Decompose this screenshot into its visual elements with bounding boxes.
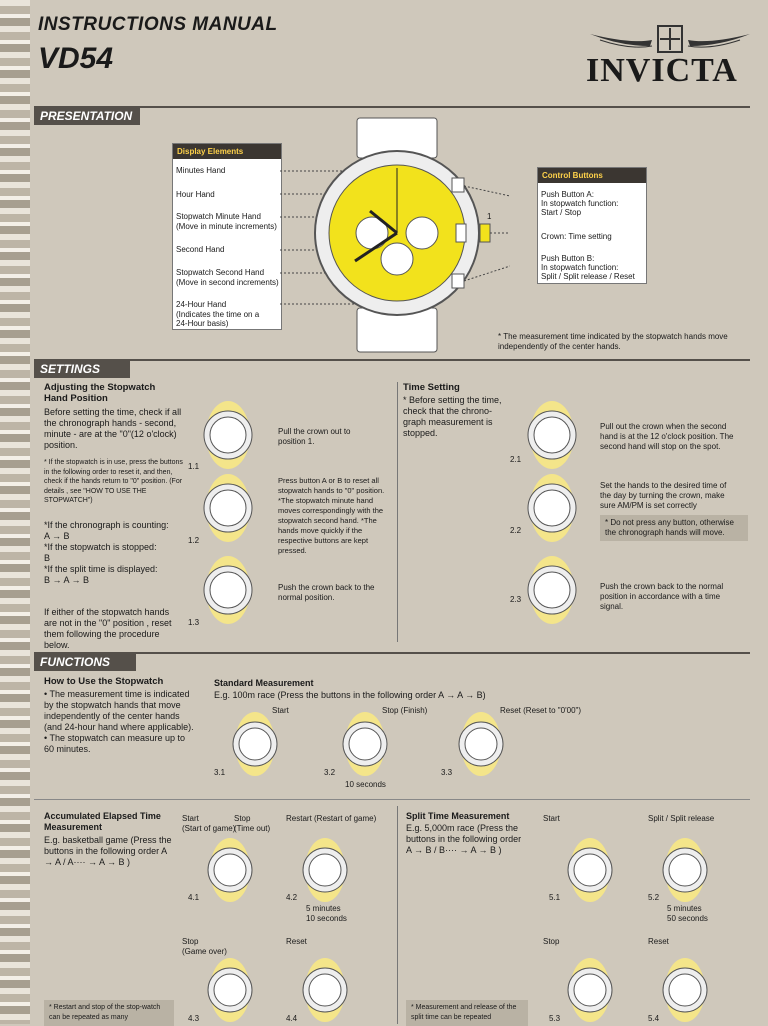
step-number: 1.2	[188, 536, 200, 545]
push-button-a-function: Start / Stop	[541, 208, 582, 217]
split-title: Split Time Measurement	[406, 811, 510, 821]
control-buttons-panel	[537, 167, 647, 284]
display-elements-panel	[172, 143, 282, 330]
adjust-stopwatch-title: Adjusting the Stopwatch Hand Position	[44, 382, 156, 404]
column-divider	[397, 806, 398, 1024]
split-watches	[555, 830, 725, 1024]
split-label: Start	[543, 814, 560, 823]
push-button-b-mode: In stopwatch function:	[541, 263, 619, 272]
std-label: Reset (Reset to "0'00")	[500, 706, 582, 715]
presentation-footnote: * The measurement time indicated by the stopwatch hands move independently of the center hands.	[498, 332, 728, 351]
push-button-a-label: Push Button A:	[541, 190, 594, 199]
step-number: 3.2	[324, 768, 336, 777]
step-number: 4.4	[286, 1014, 298, 1023]
control-buttons-header: Control Buttons	[538, 168, 646, 183]
crown-position-number: 1	[487, 212, 492, 221]
acc-label: (Start of game)	[182, 824, 236, 833]
split-note: * Measurement and release of the split time can be repeated	[406, 1000, 528, 1026]
standard-measurement-watches	[225, 712, 525, 780]
acc-caption: 10 seconds	[306, 914, 347, 923]
time-setting-note: * Do not press any button, otherwise the chronograph hands will move.	[600, 515, 748, 541]
step-text: Push the crown back to the normal position.	[278, 583, 375, 602]
push-button-b-label: Push Button B:	[541, 254, 595, 263]
step-text: Set the hands to the desired time of the day by turning the crown, make sure AM/PM is set correctly	[600, 481, 727, 510]
acc-label: Reset	[286, 937, 307, 946]
column-divider	[397, 382, 398, 642]
acc-caption: 5 minutes	[306, 904, 341, 913]
section-divider	[34, 652, 750, 654]
step-number: 5.4	[648, 1014, 660, 1023]
std-caption: 10 seconds	[345, 780, 386, 789]
case-split-order: B → A → B	[44, 575, 90, 585]
minutes-hand-label: Minutes Hand	[176, 166, 226, 175]
case-stopped: *If the stopwatch is stopped:	[44, 542, 157, 552]
display-elements-header: Display Elements	[173, 144, 281, 159]
acc-label: (Game over)	[182, 947, 227, 956]
section-functions: FUNCTIONS	[34, 654, 136, 671]
acc-label: Stop	[182, 937, 199, 946]
step-number: 4.2	[286, 893, 298, 902]
step-text: Press button A or B to reset all stopwatch hands to "0" position. *The stopwatch minute hand moves correspondingly with the stopwatch second hand. *The hands move quickly if the respective buttons are kept pressed.	[278, 476, 385, 555]
stopwatch-second-hand-note: (Move in second increments)	[176, 278, 279, 287]
section-settings: SETTINGS	[34, 361, 130, 378]
time-setting-title: Time Setting	[403, 382, 460, 393]
stopwatch-second-hand-label: Stopwatch Second Hand	[176, 268, 265, 277]
section-presentation: PRESENTATION	[34, 108, 140, 125]
acc-label: Stop	[234, 814, 251, 823]
settings-watch-steps	[196, 400, 262, 630]
case-counting: *If the chronograph is counting:	[44, 520, 169, 530]
step-number: 5.2	[648, 893, 660, 902]
case-stopped-order: B	[44, 553, 51, 563]
adjust-stopwatch-end: If either of the stopwatch hands are not in the "0" position , reset them following the procedure below.	[44, 607, 172, 650]
standard-measurement-title: Standard Measurement	[214, 678, 314, 688]
how-to-use-item: • The stopwatch can measure up to 60 minutes.	[44, 733, 186, 754]
how-to-use-list	[44, 689, 194, 755]
accumulated-watches	[195, 830, 365, 1024]
step-number: 5.1	[549, 893, 561, 902]
standard-measurement-sub: E.g. 100m race (Press the buttons in the following order A → A → B)	[214, 690, 486, 700]
case-counting-order: A → B	[44, 531, 70, 541]
step-number: 4.3	[188, 1014, 200, 1023]
case-split: *If the split time is displayed:	[44, 564, 158, 574]
acc-label: Start	[182, 814, 199, 823]
split-sub: E.g. 5,000m race (Press the buttons in the following order A → B / B···· → A → B )	[406, 823, 522, 855]
push-button-b-function: Split / Split release / Reset	[541, 272, 635, 281]
accumulated-sub: E.g. basketball game (Press the buttons in the following order A → A / A···· → A → B )	[44, 835, 172, 867]
section-divider	[34, 799, 750, 800]
step-text: Push the crown back to the normal position in accordance with a time signal.	[600, 582, 724, 611]
adjust-stopwatch-body: Before setting the time, check if all the chronograph hands - second, minute - are at the "0"(12 o'clock) position.	[44, 407, 182, 450]
chronograph-cases	[44, 520, 184, 586]
step-number: 5.3	[549, 1014, 561, 1023]
acc-label: (Time out)	[234, 824, 271, 833]
split-caption: 5 minutes	[667, 904, 702, 913]
stopwatch-minute-hand-label: Stopwatch Minute Hand	[176, 212, 261, 221]
manual-title: INSTRUCTIONS MANUAL	[38, 14, 278, 35]
stopwatch-minute-hand-note: (Move in minute increments)	[176, 222, 277, 231]
accumulated-note: * Restart and stop of the stop-watch can be repeated as many	[44, 1000, 174, 1026]
step-number: 2.3	[510, 595, 522, 604]
time-setting-body: * Before setting the time, check that the chrono-graph measurement is stopped.	[403, 395, 502, 438]
split-label: Reset	[648, 937, 669, 946]
step-number: 1.1	[188, 462, 200, 471]
step-number: 2.1	[510, 455, 522, 464]
brand-logo-text: INVICTA	[586, 52, 738, 89]
split-label: Stop	[543, 937, 560, 946]
split-label: Split / Split release	[648, 814, 715, 823]
step-text: Pull out the crown when the second hand is at the 12 o'clock position. The second hand will stop on the spot.	[600, 422, 734, 451]
hour-hand-label: Hour Hand	[176, 190, 215, 199]
crown-label: Crown: Time setting	[541, 232, 612, 241]
step-number: 1.3	[188, 618, 200, 627]
time-setting-watch-steps	[520, 400, 586, 630]
push-button-a-mode: In stopwatch function:	[541, 199, 619, 208]
model-number: VD54	[38, 42, 114, 75]
adjust-stopwatch-note: * If the stopwatch is in use, press the buttons in the following order to reset it, and then, check if the hands return to "0" position. (For details , see "HOW TO USE THE STOPWATCH")	[44, 459, 183, 504]
step-text: Pull the crown out to position 1.	[278, 427, 351, 446]
24-hour-hand-note-1: (Indicates the time on a	[176, 310, 260, 319]
how-to-use-item: • The measurement time is indicated by the stopwatch hands that move independently of the center hands (and 24-hour hand where applicable).	[44, 689, 194, 732]
std-label: Start	[272, 706, 289, 715]
how-to-use-title: How to Use the Stopwatch	[44, 676, 164, 687]
section-divider	[34, 359, 750, 361]
step-number: 3.3	[441, 768, 453, 777]
watch-illustration	[280, 116, 510, 354]
section-divider	[34, 106, 750, 108]
step-number: 2.2	[510, 526, 522, 535]
decorative-side-stripes	[0, 0, 30, 1024]
std-label: Stop (Finish)	[382, 706, 428, 715]
24-hour-hand-label: 24-Hour Hand	[176, 300, 227, 309]
step-number: 4.1	[188, 893, 200, 902]
second-hand-label: Second Hand	[176, 245, 225, 254]
split-caption: 50 seconds	[667, 914, 708, 923]
accumulated-title: Accumulated Elapsed Time Measurement	[44, 811, 161, 832]
acc-label: Restart (Restart of game)	[286, 814, 377, 823]
step-number: 3.1	[214, 768, 226, 777]
24-hour-hand-note-2: 24-Hour basis)	[176, 319, 229, 328]
